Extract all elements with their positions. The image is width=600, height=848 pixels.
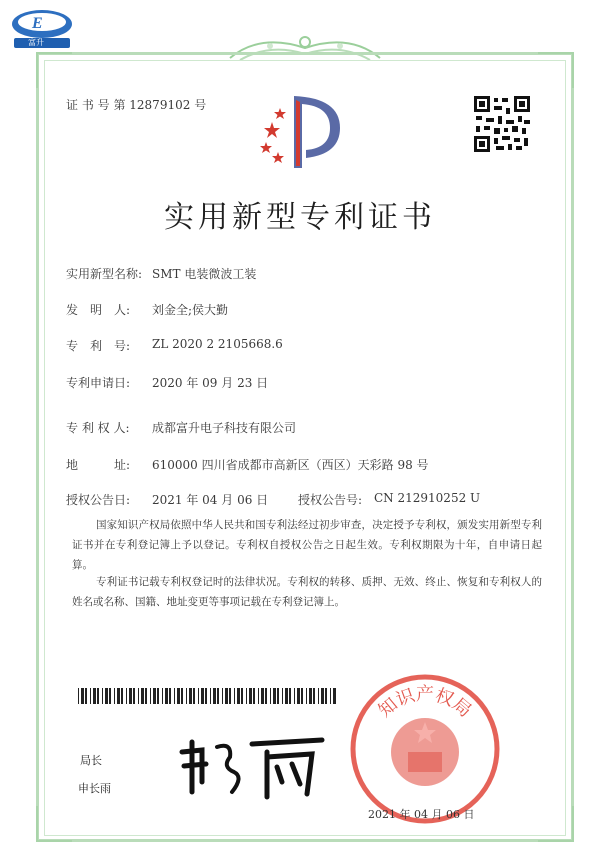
field-address-label: 地 址:: [66, 458, 131, 472]
barcode-icon: [78, 688, 338, 704]
patent-emblem-icon: [250, 92, 350, 170]
field-filing-date-label: 专利申请日:: [66, 376, 131, 390]
field-inventor-label: 发 明 人:: [66, 303, 131, 317]
field-grant-no-value: CN 212910252 U: [374, 491, 481, 505]
field-grant-no-label: 授权公告号:: [298, 493, 363, 507]
certificate-title: 实用新型专利证书: [164, 200, 436, 235]
field-inventor-value: 刘金全;侯大勤: [152, 303, 229, 317]
official-seal-icon: [348, 672, 502, 826]
logo-text: 富升: [28, 38, 44, 47]
patent-emblem: [250, 92, 350, 170]
handwritten-signature: [172, 722, 332, 802]
frame-corner: [538, 806, 574, 842]
seal-date: 2021 年 04 月 06 日: [368, 808, 475, 821]
statement-paragraph-1: 国家知识产权局依照中华人民共和国专利法经过初步审查，决定授予专利权，颁发实用新型专利证书并在专利登记簿上予以登记。专利权自授权公告之日起生效。专利权期限为十年，自申请日起算。: [72, 519, 542, 571]
frame-corner: [36, 806, 72, 842]
certificate-number: 证 书 号 第 12879102 号: [66, 98, 207, 112]
barcode: [78, 688, 338, 704]
frame-corner: [36, 52, 72, 88]
company-logo: [8, 6, 76, 50]
qr-code-icon: [472, 94, 532, 154]
field-grant-date-label: 授权公告日:: [66, 493, 131, 507]
field-patentee-label: 专 利 权 人:: [66, 421, 130, 435]
field-address-value: 610000 四川省成都市高新区（西区）天彩路 98 号: [152, 458, 429, 472]
field-name-value: SMT 电装微波工装: [152, 267, 257, 281]
statement-paragraph-2: 专利证书记载专利权登记时的法律状况。专利权的转移、质押、无效、终止、恢复和专利权人的姓名或名称、国籍、地址变更等事项记载在专利登记簿上。: [72, 576, 542, 608]
svg-text:E: E: [32, 15, 43, 32]
seal-text: 知识产权局: [374, 684, 476, 722]
field-filing-date-value: 2020 年 09 月 23 日: [152, 376, 269, 390]
field-grant-date-value: 2021 年 04 月 06 日: [152, 493, 269, 507]
field-patent-no-value: ZL 2020 2 2105668.6: [152, 337, 283, 351]
official-seal: [348, 672, 502, 826]
field-patent-no-label: 专 利 号:: [66, 339, 131, 353]
qr-code: [472, 94, 532, 154]
svg-text:知识产权局: [375, 684, 476, 722]
frame-corner: [538, 52, 574, 88]
signature-title: 局长: [80, 754, 102, 767]
field-name-label: 实用新型名称:: [66, 267, 143, 281]
signature-name: 申长雨: [78, 782, 111, 795]
field-patentee-value: 成都富升电子科技有限公司: [152, 421, 297, 435]
